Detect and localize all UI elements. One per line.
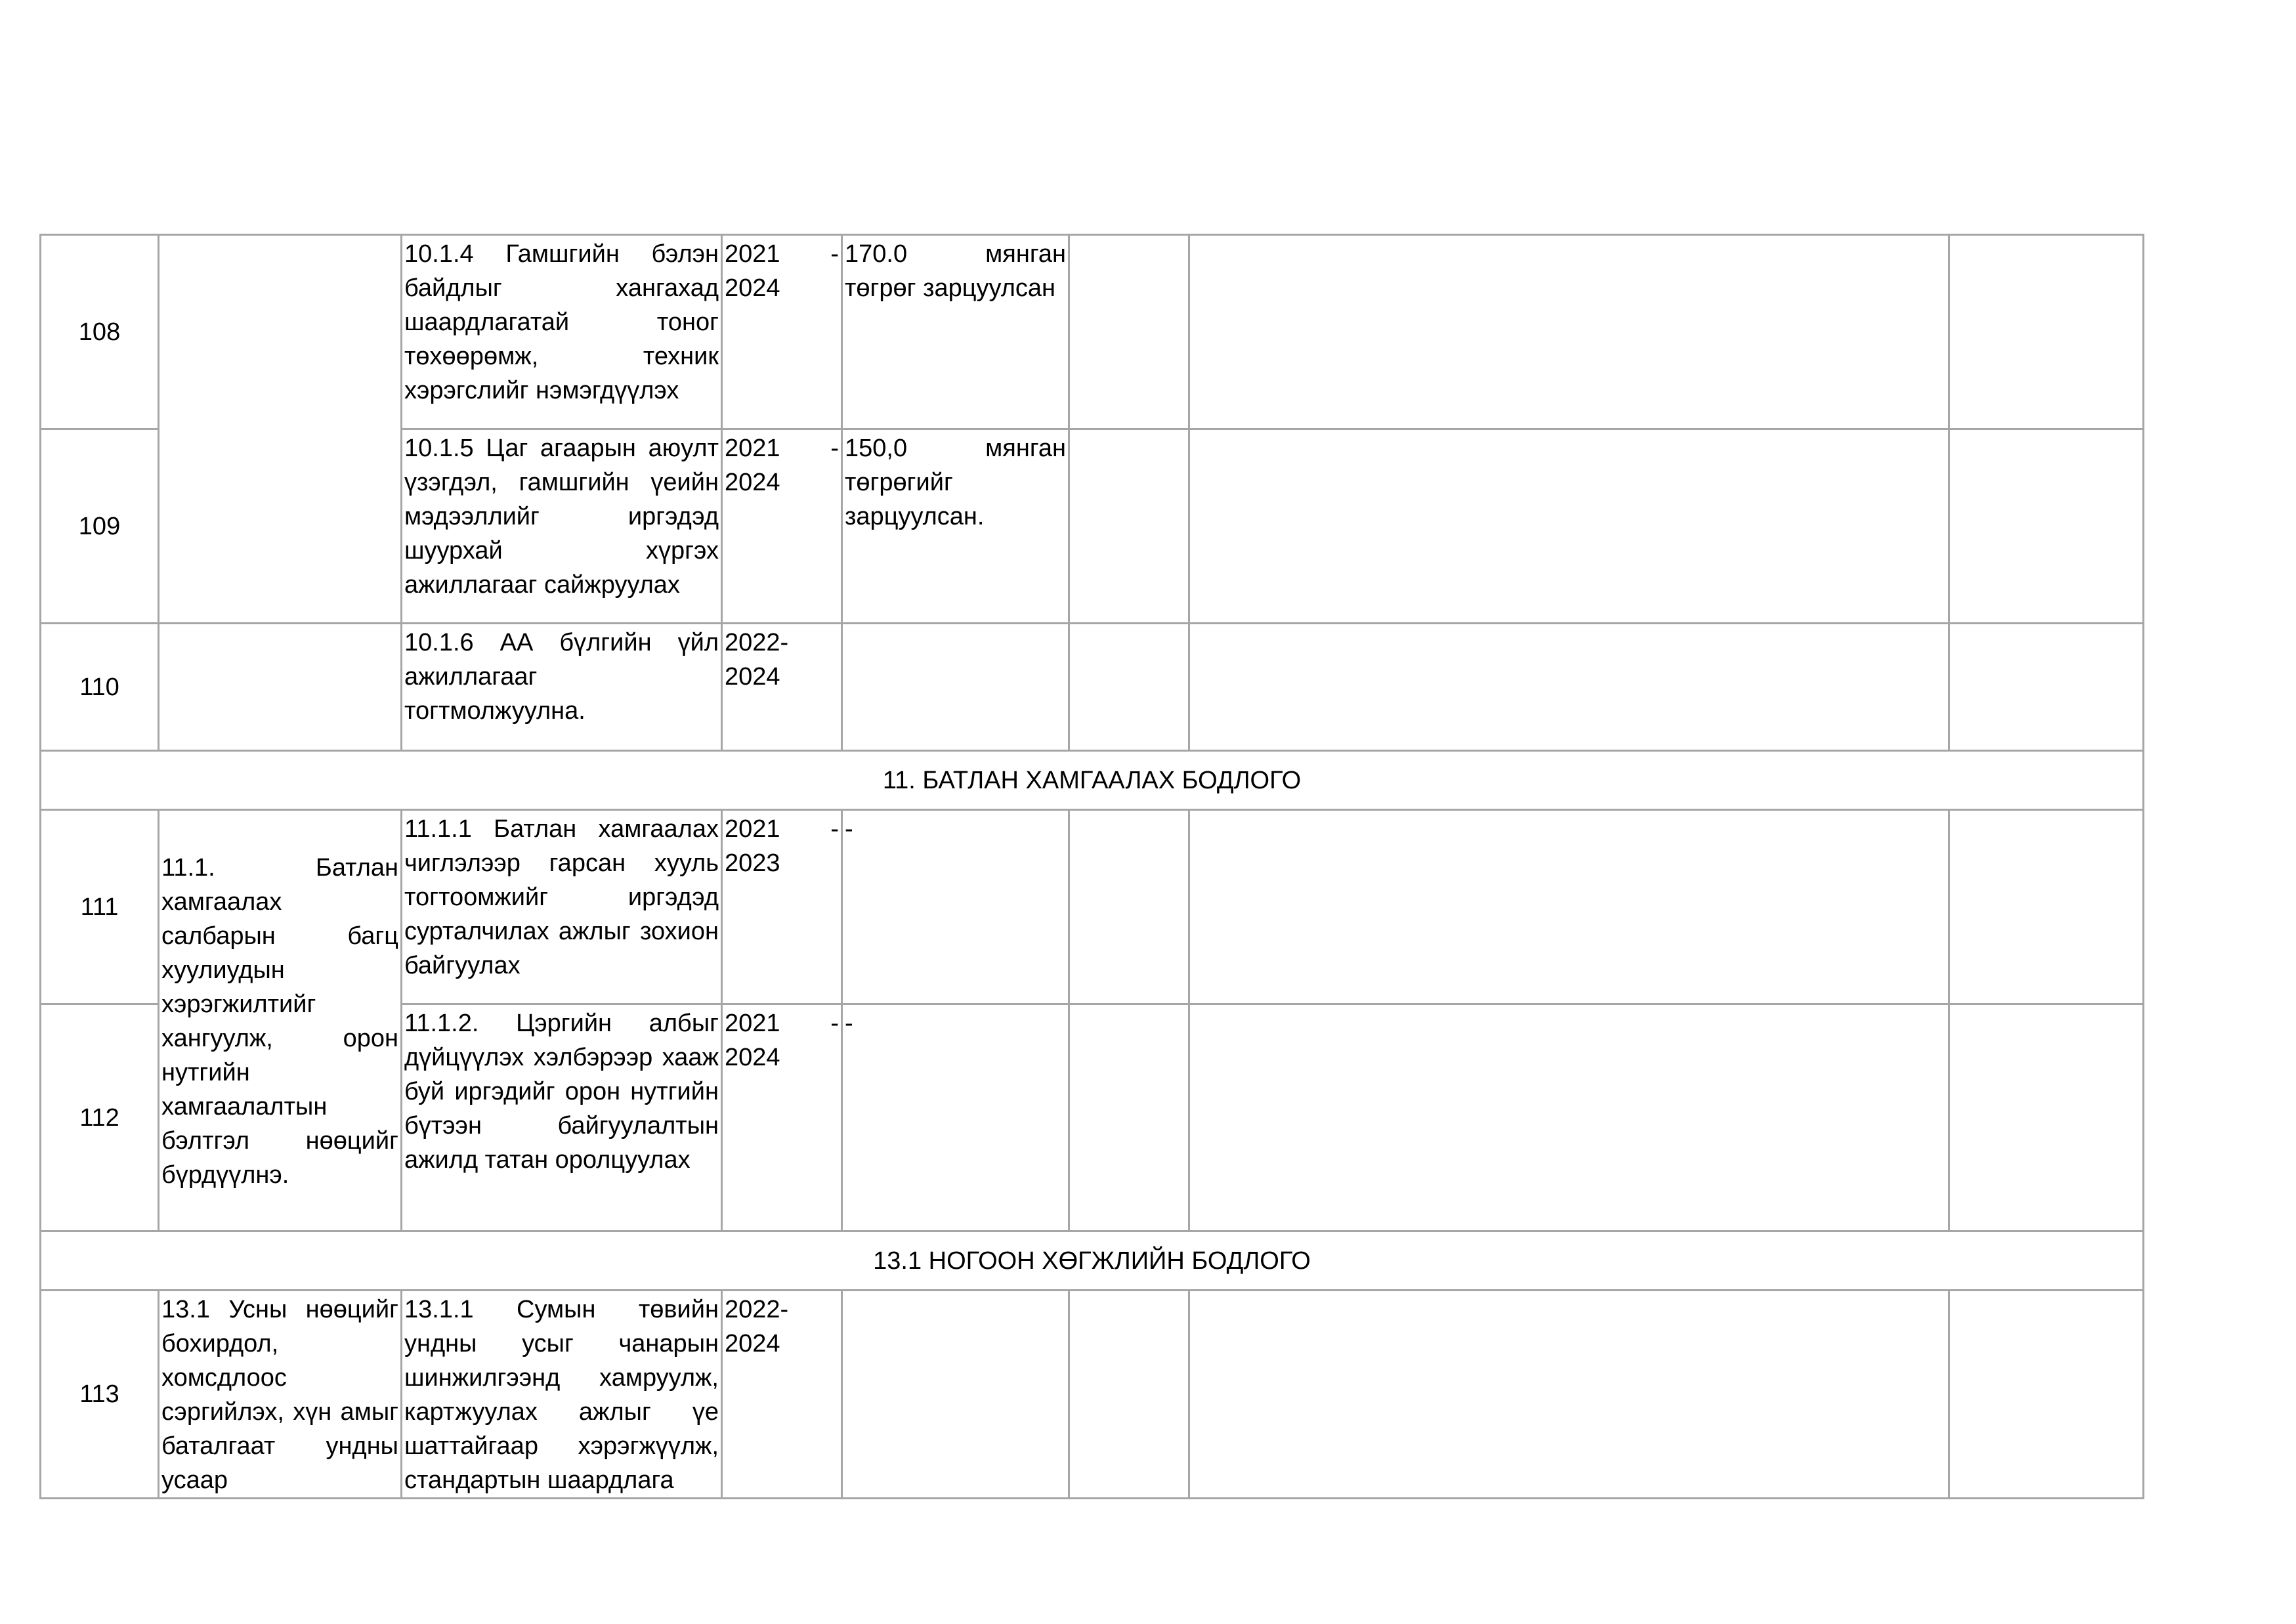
section-title: 11. БАТЛАН ХАМГААЛАХ БОДЛОГО [41,751,2144,810]
empty-cell [1069,1291,1189,1499]
goal-cell [159,624,402,751]
year-end: 2024 [725,1330,780,1357]
section-row [41,751,2144,810]
year-dash: - [830,240,839,268]
result-cell: - [842,810,1069,1004]
year-start: 2021 [725,435,780,462]
empty-cell [1069,235,1189,429]
empty-cell [1949,624,2144,751]
years-cell [722,235,842,429]
action-cell: 11.1.1 Батлан хамгаалах чиглэлээр гарсан хууль тогтоомжийг иргэдэд сурталчилах ажлыг зохион байгуулах [402,810,722,1004]
table-row [41,1291,2144,1499]
year-dash: - [830,435,839,462]
years-cell [722,810,842,1004]
row-number: 112 [41,1004,159,1231]
action-cell: 10.1.4 Гамшгийн бэлэн байдлыг хангахад шаардлагатай тоног төхөөрөмж, техник хэрэгслийг нэмэгдүүлэх [402,235,722,429]
year-start: 2022- [725,1296,789,1323]
section-title: 13.1 НОГООН ХӨГЖЛИЙН БОДЛОГО [41,1231,2144,1291]
goal-cell [159,235,402,624]
action-cell: 10.1.5 Цаг агаарын аюулт үзэгдэл, гамшгийн үеийн мэдээллийг иргэдэд шуурхай хүргэх ажиллагааг сайжруулах [402,429,722,624]
year-end: 2024 [725,1044,780,1071]
empty-cell [1189,624,1949,751]
section-row [41,1231,2144,1291]
goal-text: 13.1 Усны нөөцийг бохирдол, хомсдлоос сэргийлэх, хүн амыг баталгаат ундны усаар [161,1296,398,1494]
empty-cell [1189,1291,1949,1499]
row-number: 110 [41,624,159,751]
result-cell: - [842,1004,1069,1231]
action-cell: 10.1.6 АА бүлгийн үйл ажиллагааг тогтмолжуулна. [402,624,722,751]
year-end: 2024 [725,274,780,302]
result-cell: 170.0 мянган төгрөг зарцуулсан [842,235,1069,429]
row-number: 113 [41,1291,159,1499]
years-cell [722,429,842,624]
years-cell [722,624,842,751]
empty-cell [1069,624,1189,751]
years-cell [722,1004,842,1231]
row-number: 109 [41,429,159,624]
empty-cell [1949,1004,2144,1231]
table-row [41,235,2144,429]
action-text: 13.1.1 Сумын төвийн ундны усыг чанарын шинжилгээнд хамруулж, картжуулах ажлыг үе шаттайгаар хэрэгжүүлж, стандартын шаардлага [404,1296,719,1494]
year-end: 2023 [725,849,780,877]
year-end: 2024 [725,663,780,691]
empty-cell [1069,1004,1189,1231]
year-start: 2021 [725,815,780,843]
year-start: 2021 [725,240,780,268]
result-cell [842,1291,1069,1499]
empty-cell [1949,1291,2144,1499]
empty-cell [1949,810,2144,1004]
goal-cell [159,1291,402,1499]
empty-cell [1069,810,1189,1004]
result-cell: 150,0 мянган төгрөгийг зарцуулсан. [842,429,1069,624]
empty-cell [1189,235,1949,429]
empty-cell [1189,810,1949,1004]
table-row [41,624,2144,751]
empty-cell [1069,429,1189,624]
empty-cell [1949,235,2144,429]
empty-cell [1189,429,1949,624]
year-start: 2022- [725,629,789,656]
years-cell [722,1291,842,1499]
empty-cell [1949,429,2144,624]
action-cell [402,1291,722,1499]
year-end: 2024 [725,469,780,496]
row-number: 108 [41,235,159,429]
action-cell: 11.1.2. Цэргийн албыг дүйцүүлэх хэлбэрээр хааж буй иргэдийг орон нутгийн бүтээн байгуулалтын ажилд татан оролцуулах [402,1004,722,1231]
table-row [41,810,2144,1004]
plan-table [39,234,2144,1499]
year-dash: - [830,1010,839,1037]
year-dash: - [830,815,839,843]
row-number: 111 [41,810,159,1004]
goal-cell: 11.1. Батлан хамгаалах салбарын багц хуулиудын хэрэгжилтийг хангуулж, орон нутгийн хамгаалалтын бэлтгэл нөөцийг бүрдүүлнэ. [159,810,402,1231]
result-cell [842,624,1069,751]
year-start: 2021 [725,1010,780,1037]
empty-cell [1189,1004,1949,1231]
